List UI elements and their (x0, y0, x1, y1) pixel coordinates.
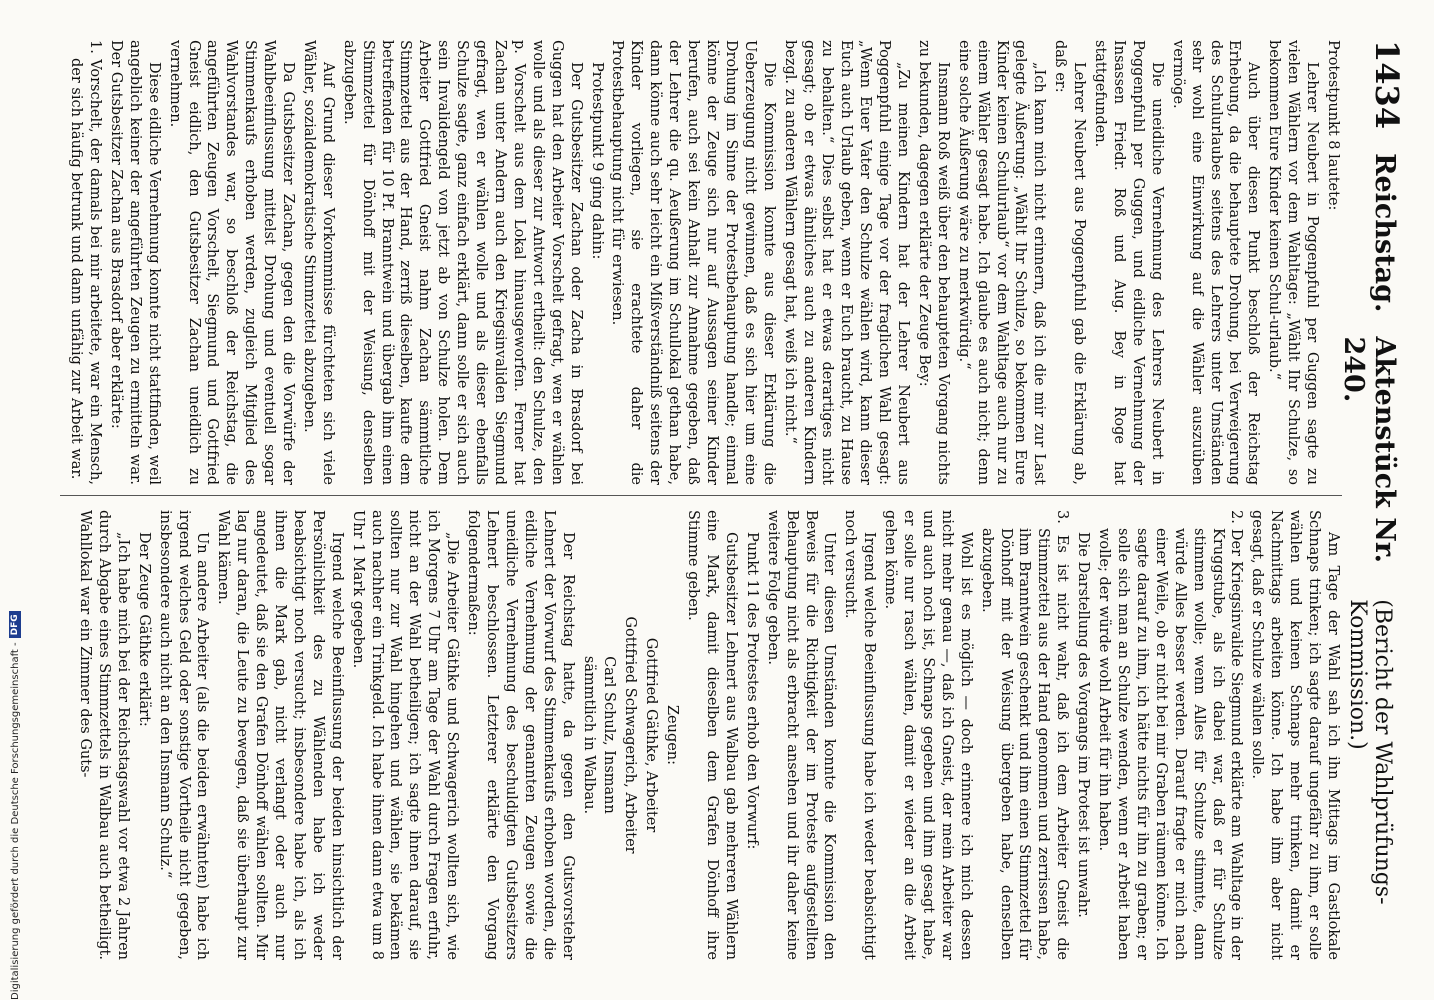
paragraph: Auch über diesen Punkt beschloß der Reichstag Erhebung, da die behauptete Drohung, bei Verweigerung des Schulurlaubes seitens des Lehrers unter Umständen sehr wohl eine Einwirkung auf die Wähler auszuüben vermöge. (1169, 40, 1262, 485)
paragraph: Protestpunkt 8 lautete: (1325, 40, 1341, 211)
paragraph: Carl Schulz, Insmann (601, 656, 618, 814)
paragraph: Un andere Arbeiter (als die beiden erwähnten) habe ich irgend welches Geld oder sonstige Vortheile nicht gegeben, insbesondere auch nicht an den Insmann Schulz.“ (156, 510, 211, 960)
paragraph: Der Zeuge Gäthke erklärt: (135, 532, 152, 727)
paragraph: Der Gutsbesitzer Zachan oder Zacha in Brasdorf bei Guggen hat den Arbeiter Vorschelt gefragt, wen er wählen wolle und als dieser zur Antwort ertheilt: den Schulze, den p. Vorschelt aus dem Lokal hinausgeworfen. Ferner hat Zachan unter Andern auch den Kriegsinvaliden Siegmund gefragt, wen er wählen wolle und als dieser ebenfalls Schulze sagte, ganz einfach erklärt, dann solle er sich auch sein Invalidengeld von jetzt ab von Schulze holen. Dem Arbeiter Gottfried Gneist nahm Zachan sämmtliche Stimmzettel aus der Hand, zerriß dieselben, kaufte dem betreffenden für 10 Pf. Branntwein und übergab ihm einen Stimmzettel für Dönhoff mit der Weisung, denselben abzugeben. (340, 40, 584, 485)
paragraph: Gutsbesitzer Lehnert aus Walbau gab mehreren Wählern eine Mark, damit dieselben dem Grafen Dönhoff ihre Stimme geben. (685, 510, 739, 960)
header-subtitle: (Bericht der Wahlprüfungs-Kommission.) (1345, 599, 1395, 905)
header-document: Aktenstück Nr. 240. (1338, 336, 1400, 564)
paragraph: „Ich kann mich nicht erinnern, daß ich die mir zur Last gelegte Äußerung: „Wählt Ihr Schulze, so bekommen Eure Kinder keinen Schulurlaub“ vor dem Wahltage auch nur zu einem Wähler gesagt habe. Ich glaube es auch nicht; denn eine solche Äußerung wäre zu merkwürdig.“ (955, 40, 1048, 485)
paragraph: 1. Vorschelt, der damals bei mir arbeitete, war ein Mensch, der sich häufig betrunk und dann unfähig zur Arbeit war. (68, 40, 103, 485)
paragraph: sämmtlich in Walbau. (580, 655, 597, 815)
paragraph: „Die Arbeiter Gäthke und Schwagerich wollten sich, wie ich Morgens 7 Uhr am Tage der Wahl durch Fragen erfuhr, nicht an der Wahl betheiligen; ich sagte ihnen darauf, sie sollten nur zur Wahl hingehen und wählen, sie bekämen auch nachher ein Trinkgeld. Ich habe ihnen dann etwa um 8 Uhr 1 Mark gegeben. (349, 510, 461, 960)
paragraph: Unter diesen Umständen konnte die Kommission den Beweis für die Richtigkeit der im Proteste aufgestellten Behauptung nicht als erbracht ansehen und ihr daher keine weitere Folge geben. (764, 510, 838, 960)
paragraph: Gottfried Gäthke, Arbeiter (643, 637, 660, 833)
digitization-credit (8, 600, 22, 1000)
dfg-logo: DFG (9, 611, 21, 638)
paragraph: Am Tage der Wahl sah ich ihn Mittags im Gastlokale Schnaps trinken; ich sagte darauf ungefähr zu ihm, er solle wählen und keinen Schnaps mehr trinken, damit er Nachmittags arbeiten könne. Ich habe ihm aber nicht gesagt, daß er Schulze wählen solle. (1249, 510, 1341, 960)
paragraph: Die uneidliche Vernehmung des Lehrers Neubert in Poggenpfuhl per Guggen, und eidliche Vernehmung der Insassen Friedr. Roß und Aug. Bey in Roge hat stattgefunden. (1092, 40, 1165, 485)
paragraph: Lehrer Neubert aus Poggenpfuhl gab die Erklärung ab, daß er: (1052, 40, 1088, 485)
paragraph: Irgend welche Beeinflussung habe ich weder beabsichtigt noch versucht. (842, 510, 878, 960)
right-column (60, 510, 1342, 960)
paragraph: Wohl ist es möglich — doch erinnere ich mich dessen nicht mehr genau —, daß ich Gneist, der mein Arbeiter war und auch noch ist, Schnaps gegeben und ihm gesagt habe, er solle nur rasch wählen, damit er wieder an die Arbeit gehen könne. (882, 510, 974, 960)
paragraph: Protestpunkt 9 ging dahin: (588, 62, 605, 260)
header-title: Reichstag. (1369, 153, 1400, 313)
paragraph: Zeugen: (664, 704, 681, 766)
paragraph: Gottfried Schwagerich, Arbeiter (622, 616, 639, 854)
paragraph: Der Reichstag hatte, da gegen den Gutsvorsteher Lehnert der Vorwurf des Stimmenkaufs erhoben worden, die eidliche Vernehmung der genannten Zeugen sowie die uneidliche Vernehmung des beschuldigten Gutsbesitzers Lehnert beschlossen. Letzterer erklärte den Vorgang folgendermaßen: (465, 510, 576, 960)
paragraph: Die Darstellung des Vorgangs im Protest ist unwahr. (1075, 532, 1092, 918)
credit-text: Digitalisierung gefördert durch die Deutsche Forschungsgemeinschaft - (9, 642, 21, 1000)
column-divider (60, 495, 1342, 496)
paragraph: Insmann Roß weiß über den behaupteten Vorgang nichts zu bekunden, dagegen erklärte der Zeuge Bey: (915, 40, 951, 485)
left-column (60, 40, 1342, 485)
paragraph: „Zu meinen Kindern hat der Lehrer Neubert aus Poggenpfuhl einige Tage vor der fraglichen Wahl gesagt: „Wenn Euer Vater den Schulze wählen wird, kann dieser Euch auch Urlaub geben, wenn er Euch braucht, zu Hause zu behalten.“ Dies selbst hat er etwas derartiges nicht gesagt; ob er etwas ähnliches auch zu anderen Kindern bezgl. zu anderen Wählern gesagt hat, weiß ich nicht.“ (781, 40, 912, 485)
paragraph: 2. Der Kriegsinvalide Siegmund erklärte am Wahltage in der Kruggstube, als ich dabei war, daß er für Schulze stimmen wolle; wenn Alles für Schulze stimmte, dann würde Alles besser werden. Darauf fragte er mich nach einer Weile, ob er nicht bei mir Graben räumen könne. Ich sagte darauf zu ihm, ich hätte nichts für ihn zu graben; er solle sich man an Schulze wenden, wenn er Arbeit haben wolle; der würde wohl Arbeit für ihn haben. (1096, 510, 1245, 960)
paragraph: Punkt 11 des Protestes erhob den Vorwurf: (743, 532, 760, 850)
paragraph: „Ich habe mich bei der Reichstagswahl vor etwa 2 Jahren durch Abgabe eines Stimmzettels in Walbau auch betheiligt. Wahllokal war ein Zimmer des Guts- (77, 510, 131, 960)
paragraph: Irgend welche Beeinflussung der beiden hinsichtlich der Persönlichkeit des zu Wählenden habe ich weder beabsichtigt noch versucht; insbesondere habe ich, als ich ihnen die Mark gab, nicht verlangt oder auch nur angedeutet, daß sie den Grafen Dönhoff wählen sollten. Mir lag nur daran, die Leute zu bewegen, daß sie überhaupt zur Wahl kämen. (215, 510, 345, 960)
page-header (1338, 40, 1406, 960)
paragraph: 3. Es ist nicht wahr, daß ich dem Arbeiter Gneist die Stimmzettel aus der Hand genommen und zerrissen habe, ihm Branntwein geschenkt und ihm einen Stimmzettel für Dönhoff mit der Weisung übergeben habe, denselben abzugeben. (978, 510, 1071, 960)
paragraph: Die Kommission konnte aus dieser Erklärung die Ueberzeugung nicht gewinnen, daß es sich hier um eine Drohung im Sinne der Protestbehauptung handle; einmal könne der Zeuge sich nur auf Aussagen seiner Kinder berufen, auch sei kein Anhalt zur Annahme gegeben, daß der Lehrer die qu. Aeußerung im Schullokal gethan habe, dann könne auch sehr leicht ein Mißverständniß seitens der Kinder vorliegen, sie erachtete daher die Protestbehauptung nicht für erwiesen. (609, 40, 777, 485)
paragraph: Auf Grund dieser Vorkommnisse fürchteten sich viele Wähler, sozialdemokratische Stimmzettel abzugeben. (300, 40, 336, 485)
paragraph: Diese eidliche Vernehmung konnte nicht stattfinden, weil angeblich keiner der angeführten Zeugen zu ermitteln war. Der Gutsbesitzer Zachan aus Brasdorf aber erklärte: (107, 40, 162, 485)
paragraph: Da Gutsbesitzer Zachan, gegen den die Vorwürfe der Wahlbeeinflussung mittelst Drohung und eventuell sogar Stimmenkaufs erhoben werden, zugleich Mitglied des Wahlvorstandes war, so beschloß der Reichstag, die angeführten Zeugen Vorschelt, Siegmund und Gottfried Gneist eidlich, den Gutsbesitzer Zachan uneidlich zu vernehmen. (166, 40, 297, 485)
paragraph: Lehrer Neubert in Poggenpfuhl per Guggen sagte zu vielen Wählern vor dem Wahltage: „Wählt Ihr Schulze, so bekommen Eure Kinder keinen Schul-urlaub.“ (1266, 40, 1321, 485)
page-number: 1434 (1368, 40, 1406, 130)
